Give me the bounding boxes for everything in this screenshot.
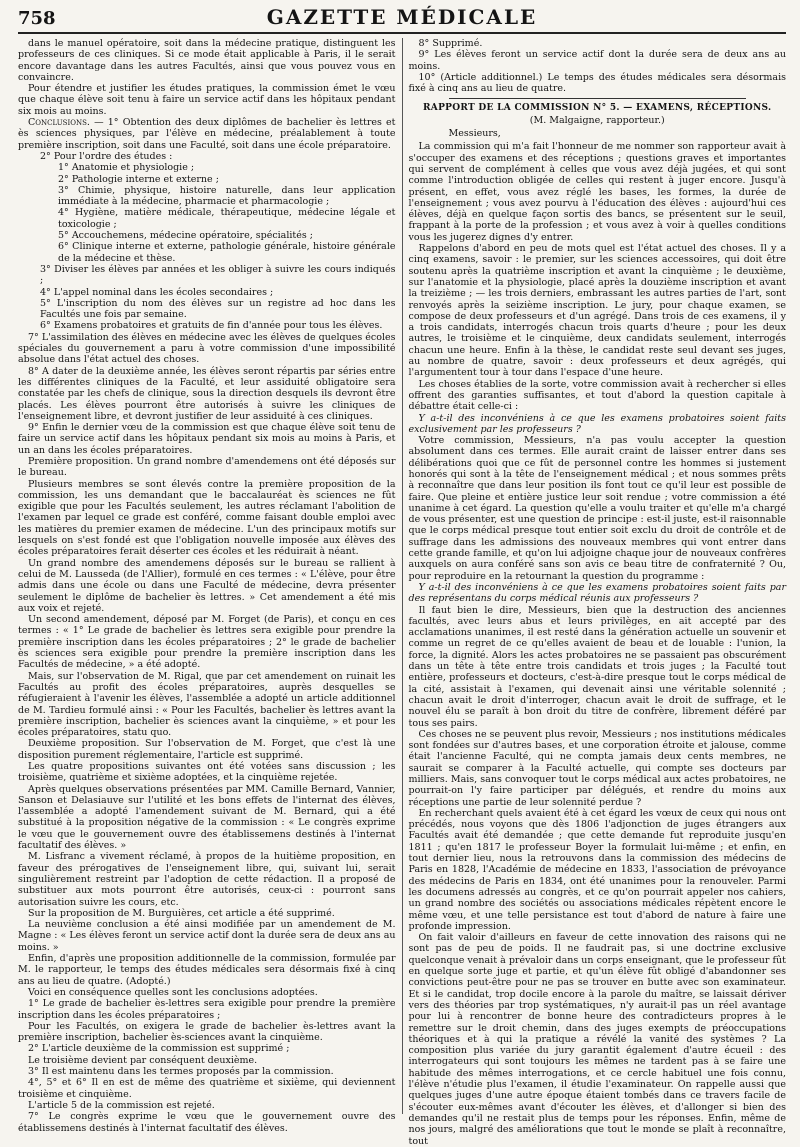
paragraph: Le troisième devient par conséquent deuxième. xyxy=(28,1054,258,1066)
journal-title: GAZETTE MÉDICALE xyxy=(266,5,538,29)
list-item: 4° L'appel nominal dans les écoles secondaires ; xyxy=(40,286,274,298)
paragraph: Un second amendement, déposé par M. Forget (de Paris), et conçu en ces termes : « 1° Le grade de bachelier ès lettres sera exigible pour prendre la première inscription dans les écoles préparatoires ; 2° le grade de bachelier ès sciences sera exigible pour prendre la première inscription dans les Facultés de médecine, » a été adopté. xyxy=(18,614,396,671)
list-item: 9° Enfin le dernier vœu de la commission est que chaque élève soit tenu de faire un service actif dans les hôpitaux pendant six mois au moins à Paris, et un an dans les écoles préparatoires. xyxy=(18,422,396,456)
paragraph: Sur la proposition de M. Burguières, cet article a été supprimé. xyxy=(28,907,335,919)
paragraph: 4°, 5° et 6° Il en est de même des quatrième et sixième, qui deviennent troisième et cinquième. xyxy=(18,1077,396,1100)
question-italic: Y a-t-il des inconvéniens à ce que les examens probatoires soient faits exclusivement par les professeurs ? xyxy=(408,412,786,435)
paragraph: Un grand nombre des amendemens déposés sur le bureau se rallient à celui de M. Lausseda (de l'Allier), formulé en ces termes : « L'élève, pour être admis dans une école ou dans une Faculté de médecine, devra présenter seulement le diplôme de bachelier ès lettres. » Cet amendement a été mis aux voix et rejeté. xyxy=(18,557,396,614)
paragraph: Première proposition. Un grand nombre d'amendemens ont été déposés sur le bureau. xyxy=(18,455,396,479)
list-item: 6° Clinique interne et externe, pathologie générale, histoire générale de la médecine et thèse. xyxy=(58,241,396,264)
paragraph: La commission qui m'a fait l'honneur de me nommer son rapporteur avait à s'occuper des examens et des réceptions ; questions graves et importantes qui servent de complément à celles que vous avez déjà jugées, et qui sont comme l'introduction obligée de celles qui restent à juger encore. Jusqu'à présent, en effet, vous avez réglé les bases, les formes, la durée de l'enseignement ; vous avez pourvu à l'éducation des élèves : aujourd'hui ces élèves, déjà en quelque façon sortis des bancs, se présentent sur le seuil, frappant à la porte de la profession ; et vous avez à voir à quelles conditions vous les jugerez dignes d'y entrer. xyxy=(408,141,786,243)
paragraph: 2° L'article deuxième de la commission est supprimé ; xyxy=(28,1043,290,1055)
list-item: 7° L'assimilation des élèves en médecine avec les élèves de quelques écoles spéciales du gouvernement a paru à votre commission d'une impossibilité absolue dans l'état actuel des choses. xyxy=(18,331,396,366)
paragraph: Les choses établies de la sorte, votre commission avait à rechercher si elles offrent des garanties suffisantes, et tout d'abord la question capitale à débattre était celle-ci : xyxy=(408,378,786,413)
list-item: 3° Chimie, physique, histoire naturelle, dans leur application immédiate à la médecine, pharmacie et pharmacologie ; xyxy=(58,184,396,208)
paragraph: Pour étendre et justifier les études pratiques, la commission émet le vœu que chaque élève soit tenu à faire un service actif dans les hôpitaux pendant six mois au moins. xyxy=(18,83,396,117)
list-item: 10° (Article additionnel.) Le temps des études médicales sera désormais fixé à cinq ans au lieu de quatre. xyxy=(408,71,786,95)
paragraph: Votre commission, Messieurs, n'a pas voulu accepter la question absolument dans ces termes. Elle aurait craint de laisser entrer dans ses délibérations quoi que ce fût de personnel contre les hommes si justement honorés qui sont à la tête de l'enseignement médical ; et nous sommes prêts à reconnaître que dans leur position ils font tout ce qu'il leur est possible de faire. Que pleine et entière justice leur soit rendue ; votre commission a été unanime à cet égard. La question qu'elle a voulu traiter et qu'elle m'a chargé de vous présenter, est une question de principe : est-il juste, est-il raisonnable que le corps médical presque tout entier soit exclu du droit de contrôle et de suffrage dans les admissions des nouveaux membres qui vont entrer dans cette grande famille, et qu'on lui adjoigne chaque jour de nouveaux confrères auxquels on aura conféré sans son avis ce beau titre de confraternité ? Ou, pour reproduire en la retournant la question du programme : xyxy=(408,435,786,582)
list-item: 9° Les élèves feront un service actif dont la durée sera de deux ans au moins. xyxy=(408,49,786,72)
paragraph: 3° Il est maintenu dans les termes proposés par la commission. xyxy=(28,1066,334,1078)
list-item: 6° Examens probatoires et gratuits de fin d'année pour tous les élèves. xyxy=(40,320,383,332)
paragraph: La neuvième conclusion a été ainsi modifiée par un amendement de M. Magne : « Les élèves feront un service actif dont la durée sera de deux ans au moins. » xyxy=(18,919,396,953)
paragraph: Voici en conséquence quelles sont les conclusions adoptées. xyxy=(28,986,318,998)
paragraph: Mais, sur l'observation de M. Rigal, que par cet amendement on ruinait les Facultés au profit des écoles préparatoires, auprès desquelles se réfugieraient à l'avenir les élèves, l'assemblée a adopté un article additionnel de M. Tardieu formulé ainsi : « Pour les Facultés, bachelier ès lettres avant la première inscription, bachelier ès sciences avant la cinquième, » et pour les écoles préparatoires, statu quo. xyxy=(18,670,396,739)
list-item: 8° Supprimé. xyxy=(418,38,483,49)
paragraph: Il faut bien le dire, Messieurs, bien que la destruction des anciennes facultés, avec leurs abus et leurs privilèges, en ait accepté par des acclamations unanimes, il est resté dans la génération actuelle un souvenir et comme un regret de ce qu'elles avaient de beau et de louable : l'union, la force, la dignité. Alors les actes probatoires ne se passaient pas obscurément dans un tête à tête entre trois candidats et trois juges ; la Faculté tout entière, professeurs et docteurs, c'est-à-dire presque tout le corps médical de la cité, assistait à l'examen, qui devenait ainsi une véritable solennité ; chacun avait le droit d'interroger, chacun avait le droit de suffrage, et le nouvel élu se paraît à bon droit du titre de confrère, librement déféré par tous ses pairs. xyxy=(408,604,786,729)
list-item: 4° Hygiène, matière médicale, thérapeutique, médecine légale et toxicologie ; xyxy=(58,207,396,230)
paragraph: En recherchant quels avaient été à cet égard les vœux de ceux qui nous ont précédés, nous voyons que dès 1806 l'adjonction de juges étrangers aux Facultés avait été demandée ; que cette demande fut reproduite jusqu'en 1811 ; qu'en 1817 le professeur Boyer la formulait lui-même ; et enfin, en tout dernier lieu, nous la retrouvons dans la commission des médecins de Paris en 1828, l'Académie de médecine en 1833, l'association de prévoyance des médecins de Paris en 1834, ont été unanimes pour la renouveler. Parmi les documens adressés au congrès, et ce qu'on pourrait appeler nos cahiers, un grand nombre des sociétés ou associations médicales répètent encore le même vœu, et une telle persistance est tout d'abord de nature à faire une profonde impression. xyxy=(408,807,786,932)
list-item: 1° Anatomie et physiologie ; xyxy=(58,162,195,174)
list-item: 8° A dater de la deuxième année, les élèves seront répartis par séries entre les différentes cliniques de la Faculté, et leur assiduité obligatoire sera constatée par les chefs de clinique, sous la direction desquels ils devront être placés. Les élèves pourront être autorisés à suivre les cliniques de l'enseignement libre, et devront justifier de leur assiduité à ces cliniques. xyxy=(18,365,396,422)
paragraph: Ces choses ne se peuvent plus revoir, Messieurs ; nos institutions médicales sont fondées sur d'autres bases, et une corporation étroite et jalouse, comme était l'ancienne Faculté, qui ne compta jamais deux cents membres, ne saurait se comparer à la Faculté actuelle, qui compte ses docteurs par milliers. Mais, sans convoquer tout le corps médical aux actes probatoires, ne pourrait-on l'y faire participer par délégués, et rendre du moins aux réceptions une partie de leur solennité perdue ? xyxy=(408,728,786,808)
right-column xyxy=(402,38,787,1147)
list-item: 2° Pathologie interne et externe ; xyxy=(58,173,219,185)
conclusions-paragraph xyxy=(18,117,396,151)
list-item: 5° Accouchemens, médecine opératoire, spécialités ; xyxy=(58,230,313,242)
paragraph: Après quelques observations présentées par MM. Camille Bernard, Vannier, Sanson et Delasiauve sur l'utilité et les bons effets de l'internat des élèves, l'assemblée a adopté l'amendement suivant de M. Bernard, qui a été substitué à la proposition négative de la commission : « Le congrès exprime le vœu que le gouvernement ouvre des établissemens destinés à l'internat facultatif des élèves. » xyxy=(18,783,396,852)
list-item: 5° L'inscription du nom des élèves sur un registre ad hoc dans les Facultés une fois par semaine. xyxy=(40,297,396,321)
paragraph: L'article 5 de la commission est rejeté. xyxy=(28,1099,215,1111)
conclusions-label: Conclusions. xyxy=(28,117,90,129)
paragraph: Pour les Facultés, on exigera le grade de bachelier ès-lettres avant la première inscription, bachelier ès-sciences avant la cinquième. xyxy=(18,1020,396,1044)
page-number: 758 xyxy=(18,8,56,29)
paragraph: Deuxième proposition. Sur l'observation de M. Forget, que c'est là une disposition purement réglementaire, l'article est supprimé. xyxy=(18,738,396,761)
paragraph: Plusieurs membres se sont élevés contre la première proposition de la commission, les uns demandant que le baccalauréat ès sciences ne fût exigible que pour les Facultés seulement, les autres réclamant l'abolition de l'examen par lequel ce grade est conféré, comme faisant double emploi avec les matières du premier examen de médecine. L'un des principaux motifs sur lesquels on s'est fondé est que l'obligation nouvelle imposée aux élèves des écoles préparatoires ferait déserter ces écoles et les réduirait à néant. xyxy=(18,478,396,558)
section-divider xyxy=(449,98,747,99)
paragraph: dans le manuel opératoire, soit dans la médecine pratique, distinguent les professeurs de ces cliniques. Si ce mode était applicable à Paris, il le serait encore davantage dans les autres Facultés, ainsi que vous pouvez vous en convaincre. xyxy=(18,38,396,83)
paragraph: Les quatre propositions suivantes ont été votées sans discussion ; les troisième, quatrième et sixième adoptées, et la cinquième rejetée. xyxy=(18,761,396,784)
left-column xyxy=(18,38,402,1134)
rapporteur-line: (M. Malgaigne, rapporteur.) xyxy=(529,114,665,126)
paragraph: On fait valoir d'ailleurs en faveur de cette innovation des raisons qui ne sont pas de peu de poids. Il ne faudrait pas, si une doctrine exclusive quelconque venait à prévaloir dans un corps enseignant, que le professeur fût en quelque sorte juge et partie, et qu'un élève fût obligé d'abandonner ses convictions peut-être pour ne pas se trouver en butte avec son examinateur. Et si le candidat, trop docile encore à la parole du maître, se laissait dériver vers des théories par trop systématiques, n'y aurait-il pas un réel avantage pour lui à rencontrer de bonne heure des contradicteurs propres à le remettre sur le droit chemin, dans des juges exempts de préoccupations théoriques et à qui la pratique a révélé la vanité des systèmes ? La composition plus variée du jury garantit également d'autre écueil : des interrogateurs qui sont toujours les mêmes ne tardent pas à se faire une habitude des mêmes interrogations, et ce cercle habituel une fois connu, l'élève n'étudie plus l'examen, il étudie l'examinateur. On rappelle aussi que quelques juges d'une autre époque étaient tombés dans ce travers facile de s'écouter eux-mêmes avant d'écouter les élèves, et d'allonger si bien des demandes qu'il ne restait plus de temps pour les réponses. Enfin, même de nos jours, malgré des améliorations que tout le monde se plaît à reconnaître, tout xyxy=(408,932,786,1147)
salutation: Messieurs, xyxy=(448,128,501,140)
question-italic: Y a-t-il des inconvéniens à ce que les examens probatoires soient faits par des représentans du corps médical réunis aux professeurs ? xyxy=(408,581,786,605)
paragraph: 1° Le grade de bachelier ès-lettres sera exigible pour prendre la première inscription dans les écoles préparatoires ; xyxy=(18,998,396,1021)
conclusions-text: — 1° Obtention des deux diplômes de bachelier ès lettres et ès sciences physiques, par l'élève en médecine, préalablement à toute première inscription, soit dans une Faculté, soit dans une école préparatoire. xyxy=(18,117,396,151)
text-columns xyxy=(18,38,786,1147)
paragraph: 7° Le congrès exprime le vœu que le gouvernement ouvre des établissemens destinés à l'internat facultatif des élèves. xyxy=(18,1111,396,1134)
list-item: 2° Pour l'ordre des études : xyxy=(40,150,173,162)
list-item: 3° Diviser les élèves par années et les obliger à suivre les cours indiqués ; xyxy=(40,263,396,287)
paragraph: Enfin, d'après une proposition additionnelle de la commission, formulée par M. le rapporteur, le temps des études médicales sera désormais fixé à cinq ans au lieu de quatre. (Adopté.) xyxy=(18,953,396,987)
report-heading: RAPPORT DE LA COMMISSION N° 5. — EXAMENS, RÉCEPTIONS. xyxy=(423,103,772,114)
page-header xyxy=(18,0,786,34)
paragraph: M. Lisfranc a vivement réclamé, à propos de la huitième proposition, en faveur des prérogatives de l'enseignement libre, qui, suivant lui, serait singulièrement restreint par l'adoption de cette rédaction. Il a proposé de substituer aux mots pourront être autorisés, ceux-ci : pourront sans autorisation suivre les cours, etc. xyxy=(18,851,396,908)
paragraph: Rappelons d'abord en peu de mots quel est l'état actuel des choses. Il y a cinq examens, savoir : le premier, sur les sciences accessoires, qui doit être soutenu après la quatrième inscription et avant la cinquième ; le deuxième, sur l'anatomie et la physiologie, placé après la douzième inscription et avant la treizième ; — les trois derniers, embrassant les autres parties de l'art, sont renvoyés après la seizième inscription. Le jury, pour chaque examen, se compose de deux professeurs et d'un agrégé. Dans trois de ces examens, il y a trois candidats, interrogés chacun trois quarts d'heure ; pour les deux autres, le troisième et le cinquième, deux candidats seulement, interrogés chacun une heure. Enfin à la thèse, le candidat reste seul devant ses juges, au nombre de quatre, savoir : deux professeurs et deux agrégés, qui l'argumentent tour à tour dans l'espace d'une heure. xyxy=(408,243,786,379)
